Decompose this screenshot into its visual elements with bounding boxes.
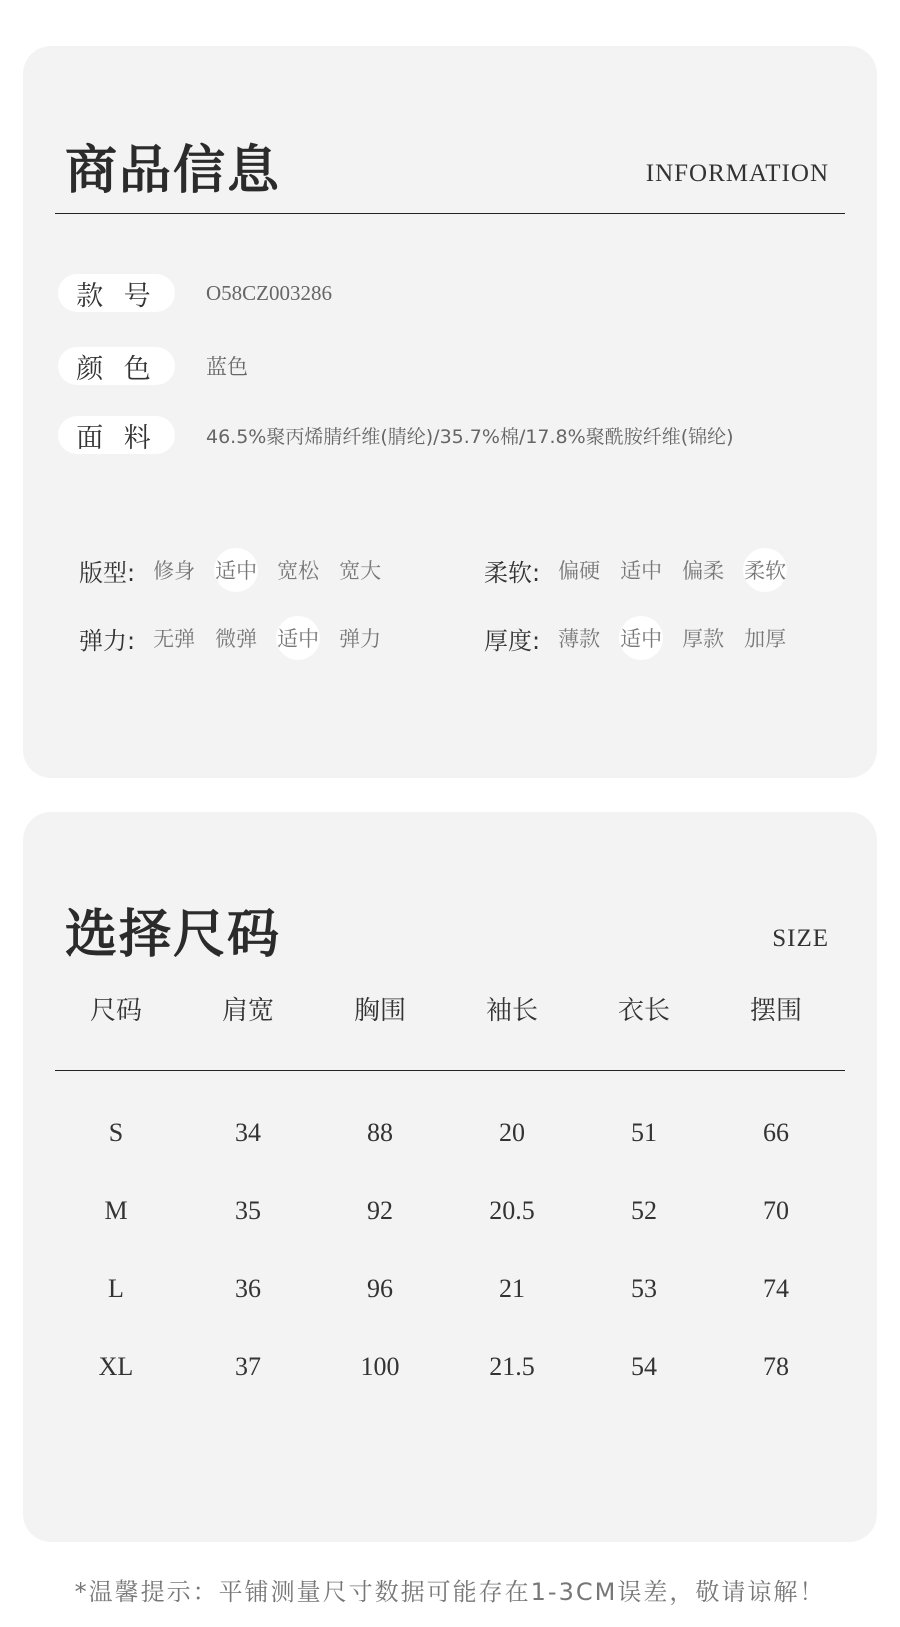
table-cell: 53 <box>631 1274 657 1303</box>
size-col-header: 肩宽 <box>221 996 274 1026</box>
table-cell: 21.5 <box>489 1352 535 1381</box>
attr-label-softness: 柔软: <box>484 558 541 587</box>
attr-option-selected: 柔软 <box>734 555 796 585</box>
size-title-en: SIZE <box>772 925 829 952</box>
attr-option: 偏柔 <box>682 559 725 583</box>
attr-label-thickness: 厚度: <box>484 626 541 655</box>
attr-option-selected: 适中 <box>205 555 267 585</box>
table-cell: 20 <box>499 1118 525 1147</box>
attr-option: 宽大 <box>339 559 382 583</box>
info-label-fabric: 面 料 <box>58 416 175 454</box>
table-cell: 92 <box>367 1196 393 1225</box>
table-cell: 54 <box>631 1352 657 1381</box>
table-cell: 35 <box>235 1196 261 1225</box>
info-title: 商品信息 <box>65 140 282 201</box>
table-cell: 36 <box>235 1274 261 1303</box>
attr-softness <box>484 548 796 592</box>
attr-option: 宽松 <box>277 559 320 583</box>
table-cell: 52 <box>631 1196 657 1225</box>
info-title-en: INFORMATION <box>645 160 829 187</box>
attr-option: 加厚 <box>744 627 787 651</box>
table-cell: 34 <box>235 1118 261 1147</box>
attr-option: 无弹 <box>153 627 196 651</box>
table-row <box>23 1352 877 1382</box>
size-col-header: 衣长 <box>617 996 670 1026</box>
info-value-color: 蓝色 <box>206 355 248 379</box>
table-cell: XL <box>98 1352 134 1381</box>
attr-option-selected: 适中 <box>610 623 672 653</box>
attr-fit <box>79 548 391 592</box>
info-value-fabric: 46.5%聚丙烯腈纤维(腈纶)/35.7%棉/17.8%聚酰胺纤维(锦纶) <box>206 425 734 448</box>
attr-thickness <box>484 616 796 660</box>
attr-option: 修身 <box>153 559 196 583</box>
table-row <box>23 1118 877 1148</box>
measurement-disclaimer: *温馨提示：平铺测量尺寸数据可能存在1-3CM误差，敬请谅解！ <box>74 1578 826 1606</box>
size-chart-card <box>23 812 877 1542</box>
info-row-color <box>58 347 248 385</box>
size-col-header: 袖长 <box>485 996 538 1026</box>
info-row-style-number <box>58 274 332 312</box>
size-col-header: 尺码 <box>89 996 142 1026</box>
product-info-card <box>23 46 877 778</box>
attr-elasticity <box>79 616 391 660</box>
attr-label-fit: 版型: <box>79 558 136 587</box>
attr-label-elasticity: 弹力: <box>79 626 136 655</box>
info-label-style-number: 款 号 <box>58 274 175 312</box>
table-cell: 20.5 <box>489 1196 535 1225</box>
table-cell: 70 <box>763 1196 789 1225</box>
table-cell: 51 <box>631 1118 657 1147</box>
size-title: 选择尺码 <box>65 904 282 965</box>
info-divider <box>55 213 845 214</box>
table-cell: 37 <box>235 1352 261 1381</box>
info-label-color: 颜 色 <box>58 347 175 385</box>
table-cell: 66 <box>763 1118 789 1147</box>
attr-option: 适中 <box>620 559 663 583</box>
attr-option-selected: 适中 <box>267 623 329 653</box>
attr-option: 厚款 <box>682 627 725 651</box>
attr-option: 薄款 <box>558 627 601 651</box>
size-col-header: 摆围 <box>749 996 802 1026</box>
table-cell: 88 <box>367 1118 393 1147</box>
table-cell: L <box>108 1274 124 1303</box>
table-cell: S <box>108 1118 124 1147</box>
size-table-header <box>23 990 877 1027</box>
attr-option: 偏硬 <box>558 559 601 583</box>
info-value-style-number: O58CZ003286 <box>206 280 332 305</box>
table-cell: 78 <box>763 1352 789 1381</box>
table-cell: 96 <box>367 1274 393 1303</box>
attr-option: 弹力 <box>339 627 382 651</box>
table-cell: M <box>104 1196 128 1225</box>
size-table-divider <box>55 1070 845 1071</box>
table-row <box>23 1274 877 1304</box>
info-row-fabric <box>58 416 734 454</box>
table-cell: 74 <box>763 1274 789 1303</box>
table-cell: 21 <box>499 1274 525 1303</box>
size-col-header: 胸围 <box>353 996 406 1026</box>
table-cell: 100 <box>360 1352 400 1381</box>
attr-option: 微弹 <box>215 627 258 651</box>
table-row <box>23 1196 877 1226</box>
